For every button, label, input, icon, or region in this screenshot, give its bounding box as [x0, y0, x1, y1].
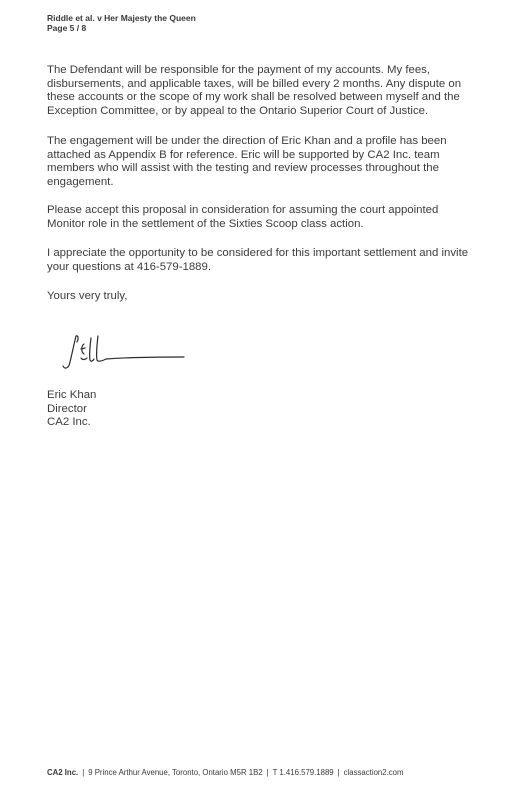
footer-separator: | [337, 768, 340, 777]
page-footer [47, 768, 403, 778]
signer-title: Director [47, 402, 87, 415]
page-header [47, 13, 196, 33]
paragraph-appreciation: I appreciate the opportunity to be considered for this important settlement and invite your questions at 416-579-1889. [47, 247, 469, 273]
signer-name: Eric Khan [47, 389, 97, 401]
page-number: Page 5 / 8 [47, 23, 87, 33]
paragraph-engagement: The engagement will be under the direction of Eric Khan and a profile has been attached as Appendix B for reference. Eric will be supported by CA2 Inc. team members who will assist with the testing and review processes throughout the engagement. [47, 135, 447, 188]
footer-company: CA2 Inc. [47, 768, 79, 777]
footer-separator: | [266, 768, 269, 777]
signer-company: CA2 Inc. [47, 416, 91, 429]
footer-address: 9 Prince Arthur Avenue, Toronto, Ontario M5R 1B2 [88, 768, 263, 777]
paragraph-proposal: Please accept this proposal in consideration for assuming the court appointed Monitor role in the settlement of the Sixties Scoop class action. [47, 204, 439, 230]
footer-website: classaction2.com [343, 768, 404, 777]
signature-block [47, 389, 96, 430]
case-title: Riddle et al. v Her Majesty the Queen [47, 13, 196, 23]
footer-separator: | [82, 768, 85, 777]
footer-phone: T 1.416.579.1889 [272, 768, 334, 777]
paragraph-fees: The Defendant will be responsible for the payment of my accounts. My fees, disbursements, and applicable taxes, will be billed every 2 months. Any dispute on these accounts or the scope of my work shall be resolved between myself and the Exception Committee, or by appeal to the Ontario Superior Court of Justice. [47, 64, 462, 117]
handwritten-signature [62, 330, 192, 380]
closing-salutation: Yours very truly, [47, 290, 128, 302]
